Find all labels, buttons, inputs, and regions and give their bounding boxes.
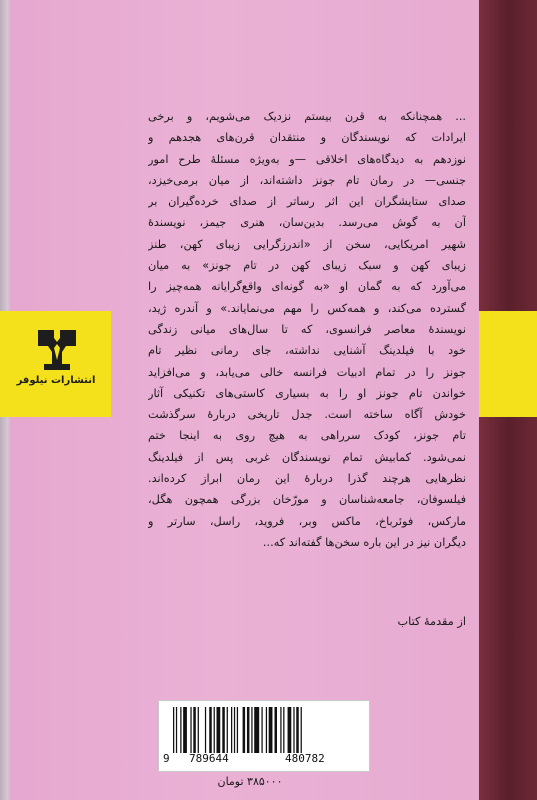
blurb-text — [148, 106, 466, 553]
barcode-bar — [283, 707, 284, 753]
barcode-bar — [288, 707, 292, 753]
blurb-line: مارکس، فوئرباخ، ماکس وبر، فروید، راسل، سارتر و — [148, 514, 466, 528]
blurb-line: صدای ستایشگران این اثر رساتر از صدای خرده‌گیران بر — [148, 195, 466, 209]
barcode-bar — [231, 707, 232, 753]
blurb-line: نوزدهم به دیدگاه‌های اخلاقی —و به‌ویژه مسئلهٔ طرح امور — [148, 152, 466, 166]
barcode-bar — [176, 707, 177, 753]
barcode-digit-prefix: 9 — [163, 752, 170, 765]
blurb-line: می‌آورد که به گمان او «به گونه‌ای واقع‌گرایانه همه‌چیز را — [148, 280, 466, 294]
barcode-bar — [227, 707, 228, 753]
blurb-line: نظرهایی هرچند گذرا دربارهٔ این رمان ابراز کرده‌اند. — [148, 472, 466, 486]
barcode-bar — [237, 707, 238, 753]
blurb-line: خواندن تام جونز او را به بسیاری کاستی‌های تکنیکی آثار — [148, 386, 466, 400]
blurb-line: نمی‌شود. کمابیش تمام نویسندگان غربی پس از فیلدینگ — [148, 450, 466, 464]
blurb-line: ... همچنانکه به قرن بیستم نزدیک می‌شویم، و برخی — [148, 110, 466, 123]
blurb-line: فیلسوفان، جامعه‌شناسان و مورّخان بزرگی همچون هگل، — [148, 493, 466, 507]
blurb-line: آن به گوش می‌رسد. بدین‌سان، هنری جیمز، نویسندهٔ — [148, 216, 466, 230]
barcode-digit-group-2: 480782 — [285, 752, 325, 765]
publisher-name: انتشارات نیلوفر — [16, 375, 96, 386]
blurb-line: تام جونز، کودک سرراهی به هیچ روی به اینجا ختم — [148, 429, 466, 443]
blurb-line: دیگران نیز در این باره سخن‌ها گفته‌اند که... — [262, 535, 466, 549]
barcode-bar — [266, 707, 267, 753]
barcode-bar — [301, 707, 302, 753]
publisher-logo-icon — [36, 326, 78, 372]
barcode-bar — [254, 707, 259, 753]
barcode-bar — [261, 707, 262, 753]
barcode-bar — [183, 707, 187, 753]
barcode-digit-group-1: 789644 — [189, 752, 229, 765]
barcode-bar — [243, 707, 246, 753]
blurb-line: نویسندهٔ معاصر فرانسوی، که تا سال‌های میانی زندگی — [148, 322, 466, 336]
blurb-line: خود با فیلدینگ آشنایی نداشته، جای رمانی نظیر تام — [148, 344, 466, 358]
barcode-bar — [275, 707, 278, 753]
barcode-bar — [198, 707, 199, 753]
blurb-line: جنسی— در رمان تام جونز داشته‌اند، از میان برمی‌خیزد، — [148, 173, 466, 187]
yellow-band-block — [479, 311, 537, 417]
price-label: ۳۸۵۰۰۰ تومان — [217, 775, 283, 788]
blurb-line: خودش آگاه ساخته است. جدل تاریخی دربارهٔ سرگذشت — [148, 408, 466, 422]
barcode-bar — [222, 707, 225, 753]
barcode — [158, 700, 370, 772]
barcode-bar — [180, 707, 181, 753]
barcode-bar — [280, 707, 281, 753]
barcode-bar — [190, 707, 191, 753]
barcode-bar — [209, 707, 212, 753]
barcode-bar — [269, 707, 273, 753]
blurb-line: گسترده می‌کند، و همه‌کس را مهم می‌نمایاند.» و آندره ژید، — [148, 301, 466, 315]
barcode-bar — [173, 707, 174, 753]
barcode-bar — [214, 707, 215, 753]
barcode-bar — [293, 707, 294, 753]
blurb-line: جونز را در تمام ادبیات فرانسه خالی می‌یابد، و می‌افزاید — [148, 365, 466, 379]
barcode-bar — [296, 707, 299, 753]
barcode-bars — [171, 707, 357, 753]
barcode-bar — [247, 707, 250, 753]
barcode-bar — [193, 707, 196, 753]
barcode-bar — [234, 707, 235, 753]
blurb-line: زیبای کهن و سبک زیبای کهن در تام جونز» به میان — [148, 259, 466, 273]
blurb-line: ایرادات که نویسندگان و منتقدان قرن‌های هجدهم و — [148, 131, 466, 145]
blurb-line: شهیر امریکایی، سخن از «اندرزگرایی زیبای کهن، طنز — [148, 237, 466, 251]
barcode-number — [159, 752, 369, 767]
barcode-bar — [251, 707, 252, 753]
barcode-bar — [217, 707, 221, 753]
barcode-bar — [205, 707, 206, 753]
blurb-source: از مقدمهٔ کتاب — [397, 615, 466, 628]
